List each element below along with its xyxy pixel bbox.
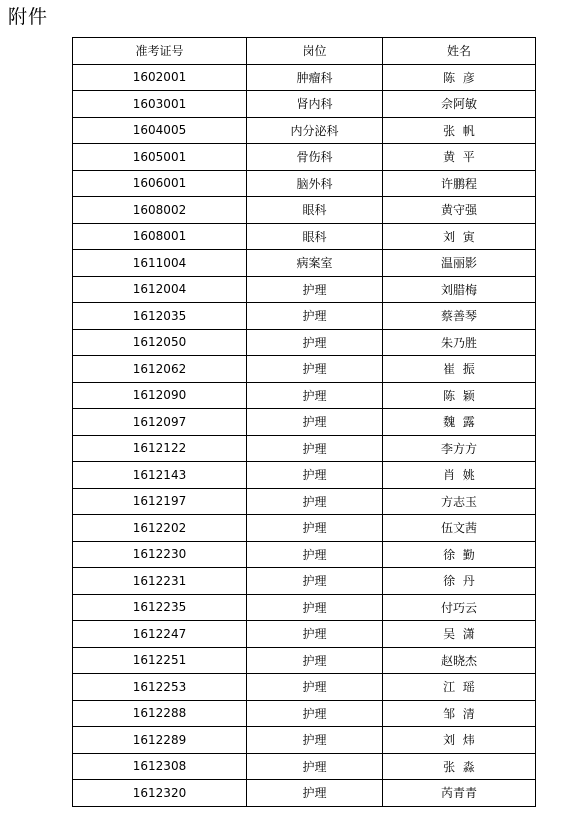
table-row (73, 780, 536, 807)
cell-exam-number: 1612035 (73, 303, 247, 330)
cell-name: 黄守强 (383, 197, 536, 224)
table-row (73, 382, 536, 409)
cell-exam-number: 1612247 (73, 621, 247, 648)
cell-name: 方志玉 (383, 488, 536, 515)
table-row (73, 170, 536, 197)
cell-position: 护理 (247, 409, 383, 436)
cell-exam-number: 1612251 (73, 647, 247, 674)
cell-name: 赵晓杰 (383, 647, 536, 674)
table-row (73, 64, 536, 91)
table-row (73, 727, 536, 754)
table-row (73, 329, 536, 356)
cell-name: 徐 勤 (383, 541, 536, 568)
table-row (73, 223, 536, 250)
cell-position: 护理 (247, 329, 383, 356)
table-header-row (73, 38, 536, 65)
cell-position: 病案室 (247, 250, 383, 277)
cell-exam-number: 1612062 (73, 356, 247, 383)
table-row (73, 435, 536, 462)
header-position: 岗位 (247, 38, 383, 65)
table-row (73, 409, 536, 436)
table-body (73, 64, 536, 806)
table-row (73, 515, 536, 542)
cell-exam-number: 1612308 (73, 753, 247, 780)
cell-name: 李方方 (383, 435, 536, 462)
cell-name: 佘阿敏 (383, 91, 536, 118)
cell-name: 肖 姚 (383, 462, 536, 489)
cell-exam-number: 1612097 (73, 409, 247, 436)
cell-position: 护理 (247, 488, 383, 515)
cell-exam-number: 1612202 (73, 515, 247, 542)
cell-name: 崔 振 (383, 356, 536, 383)
cell-position: 护理 (247, 303, 383, 330)
table-row (73, 541, 536, 568)
cell-exam-number: 1604005 (73, 117, 247, 144)
cell-position: 护理 (247, 700, 383, 727)
cell-name: 蔡善琴 (383, 303, 536, 330)
cell-position: 护理 (247, 568, 383, 595)
table-row (73, 462, 536, 489)
cell-name: 魏 露 (383, 409, 536, 436)
table-row (73, 621, 536, 648)
cell-position: 肾内科 (247, 91, 383, 118)
cell-position: 护理 (247, 382, 383, 409)
table-row (73, 647, 536, 674)
cell-exam-number: 1612231 (73, 568, 247, 595)
cell-exam-number: 1602001 (73, 64, 247, 91)
cell-position: 内分泌科 (247, 117, 383, 144)
cell-name: 张 淼 (383, 753, 536, 780)
table-row (73, 753, 536, 780)
table-row (73, 568, 536, 595)
cell-position: 护理 (247, 647, 383, 674)
cell-exam-number: 1612288 (73, 700, 247, 727)
cell-exam-number: 1612320 (73, 780, 247, 807)
table-row (73, 276, 536, 303)
cell-position: 肿瘤科 (247, 64, 383, 91)
cell-name: 刘腊梅 (383, 276, 536, 303)
cell-position: 护理 (247, 621, 383, 648)
cell-name: 陈 彦 (383, 64, 536, 91)
cell-name: 邹 清 (383, 700, 536, 727)
page-heading: 附件 (8, 6, 49, 28)
cell-name: 吴 潇 (383, 621, 536, 648)
table-row (73, 91, 536, 118)
cell-name: 徐 丹 (383, 568, 536, 595)
cell-exam-number: 1612143 (73, 462, 247, 489)
cell-name: 芮青青 (383, 780, 536, 807)
cell-position: 眼科 (247, 197, 383, 224)
cell-position: 护理 (247, 515, 383, 542)
table-row (73, 144, 536, 171)
cell-exam-number: 1612253 (73, 674, 247, 701)
cell-position: 护理 (247, 356, 383, 383)
table-row (73, 356, 536, 383)
cell-position: 护理 (247, 435, 383, 462)
cell-position: 护理 (247, 462, 383, 489)
cell-exam-number: 1612289 (73, 727, 247, 754)
cell-exam-number: 1611004 (73, 250, 247, 277)
cell-position: 护理 (247, 594, 383, 621)
cell-exam-number: 1612050 (73, 329, 247, 356)
cell-position: 护理 (247, 780, 383, 807)
cell-exam-number: 1608001 (73, 223, 247, 250)
cell-exam-number: 1603001 (73, 91, 247, 118)
cell-exam-number: 1612122 (73, 435, 247, 462)
cell-name: 黄 平 (383, 144, 536, 171)
table-row (73, 250, 536, 277)
cell-position: 护理 (247, 727, 383, 754)
table-row (73, 197, 536, 224)
cell-position: 骨伤科 (247, 144, 383, 171)
cell-exam-number: 1606001 (73, 170, 247, 197)
cell-name: 刘 寅 (383, 223, 536, 250)
table-row (73, 488, 536, 515)
cell-name: 刘 炜 (383, 727, 536, 754)
header-name: 姓名 (383, 38, 536, 65)
cell-exam-number: 1612004 (73, 276, 247, 303)
table-row (73, 594, 536, 621)
cell-exam-number: 1612197 (73, 488, 247, 515)
cell-exam-number: 1605001 (73, 144, 247, 171)
cell-position: 护理 (247, 753, 383, 780)
cell-position: 脑外科 (247, 170, 383, 197)
cell-exam-number: 1612235 (73, 594, 247, 621)
cell-exam-number: 1612090 (73, 382, 247, 409)
cell-position: 护理 (247, 541, 383, 568)
cell-name: 付巧云 (383, 594, 536, 621)
cell-position: 眼科 (247, 223, 383, 250)
table-row (73, 700, 536, 727)
cell-name: 朱乃胜 (383, 329, 536, 356)
cell-name: 温丽影 (383, 250, 536, 277)
cell-position: 护理 (247, 276, 383, 303)
cell-name: 伍文茜 (383, 515, 536, 542)
cell-exam-number: 1608002 (73, 197, 247, 224)
cell-name: 陈 颖 (383, 382, 536, 409)
candidate-table (72, 37, 536, 807)
cell-name: 许鹏程 (383, 170, 536, 197)
cell-exam-number: 1612230 (73, 541, 247, 568)
header-exam-number: 准考证号 (73, 38, 247, 65)
cell-name: 张 帆 (383, 117, 536, 144)
table-row (73, 117, 536, 144)
table-row (73, 303, 536, 330)
cell-position: 护理 (247, 674, 383, 701)
cell-name: 江 瑶 (383, 674, 536, 701)
table-row (73, 674, 536, 701)
